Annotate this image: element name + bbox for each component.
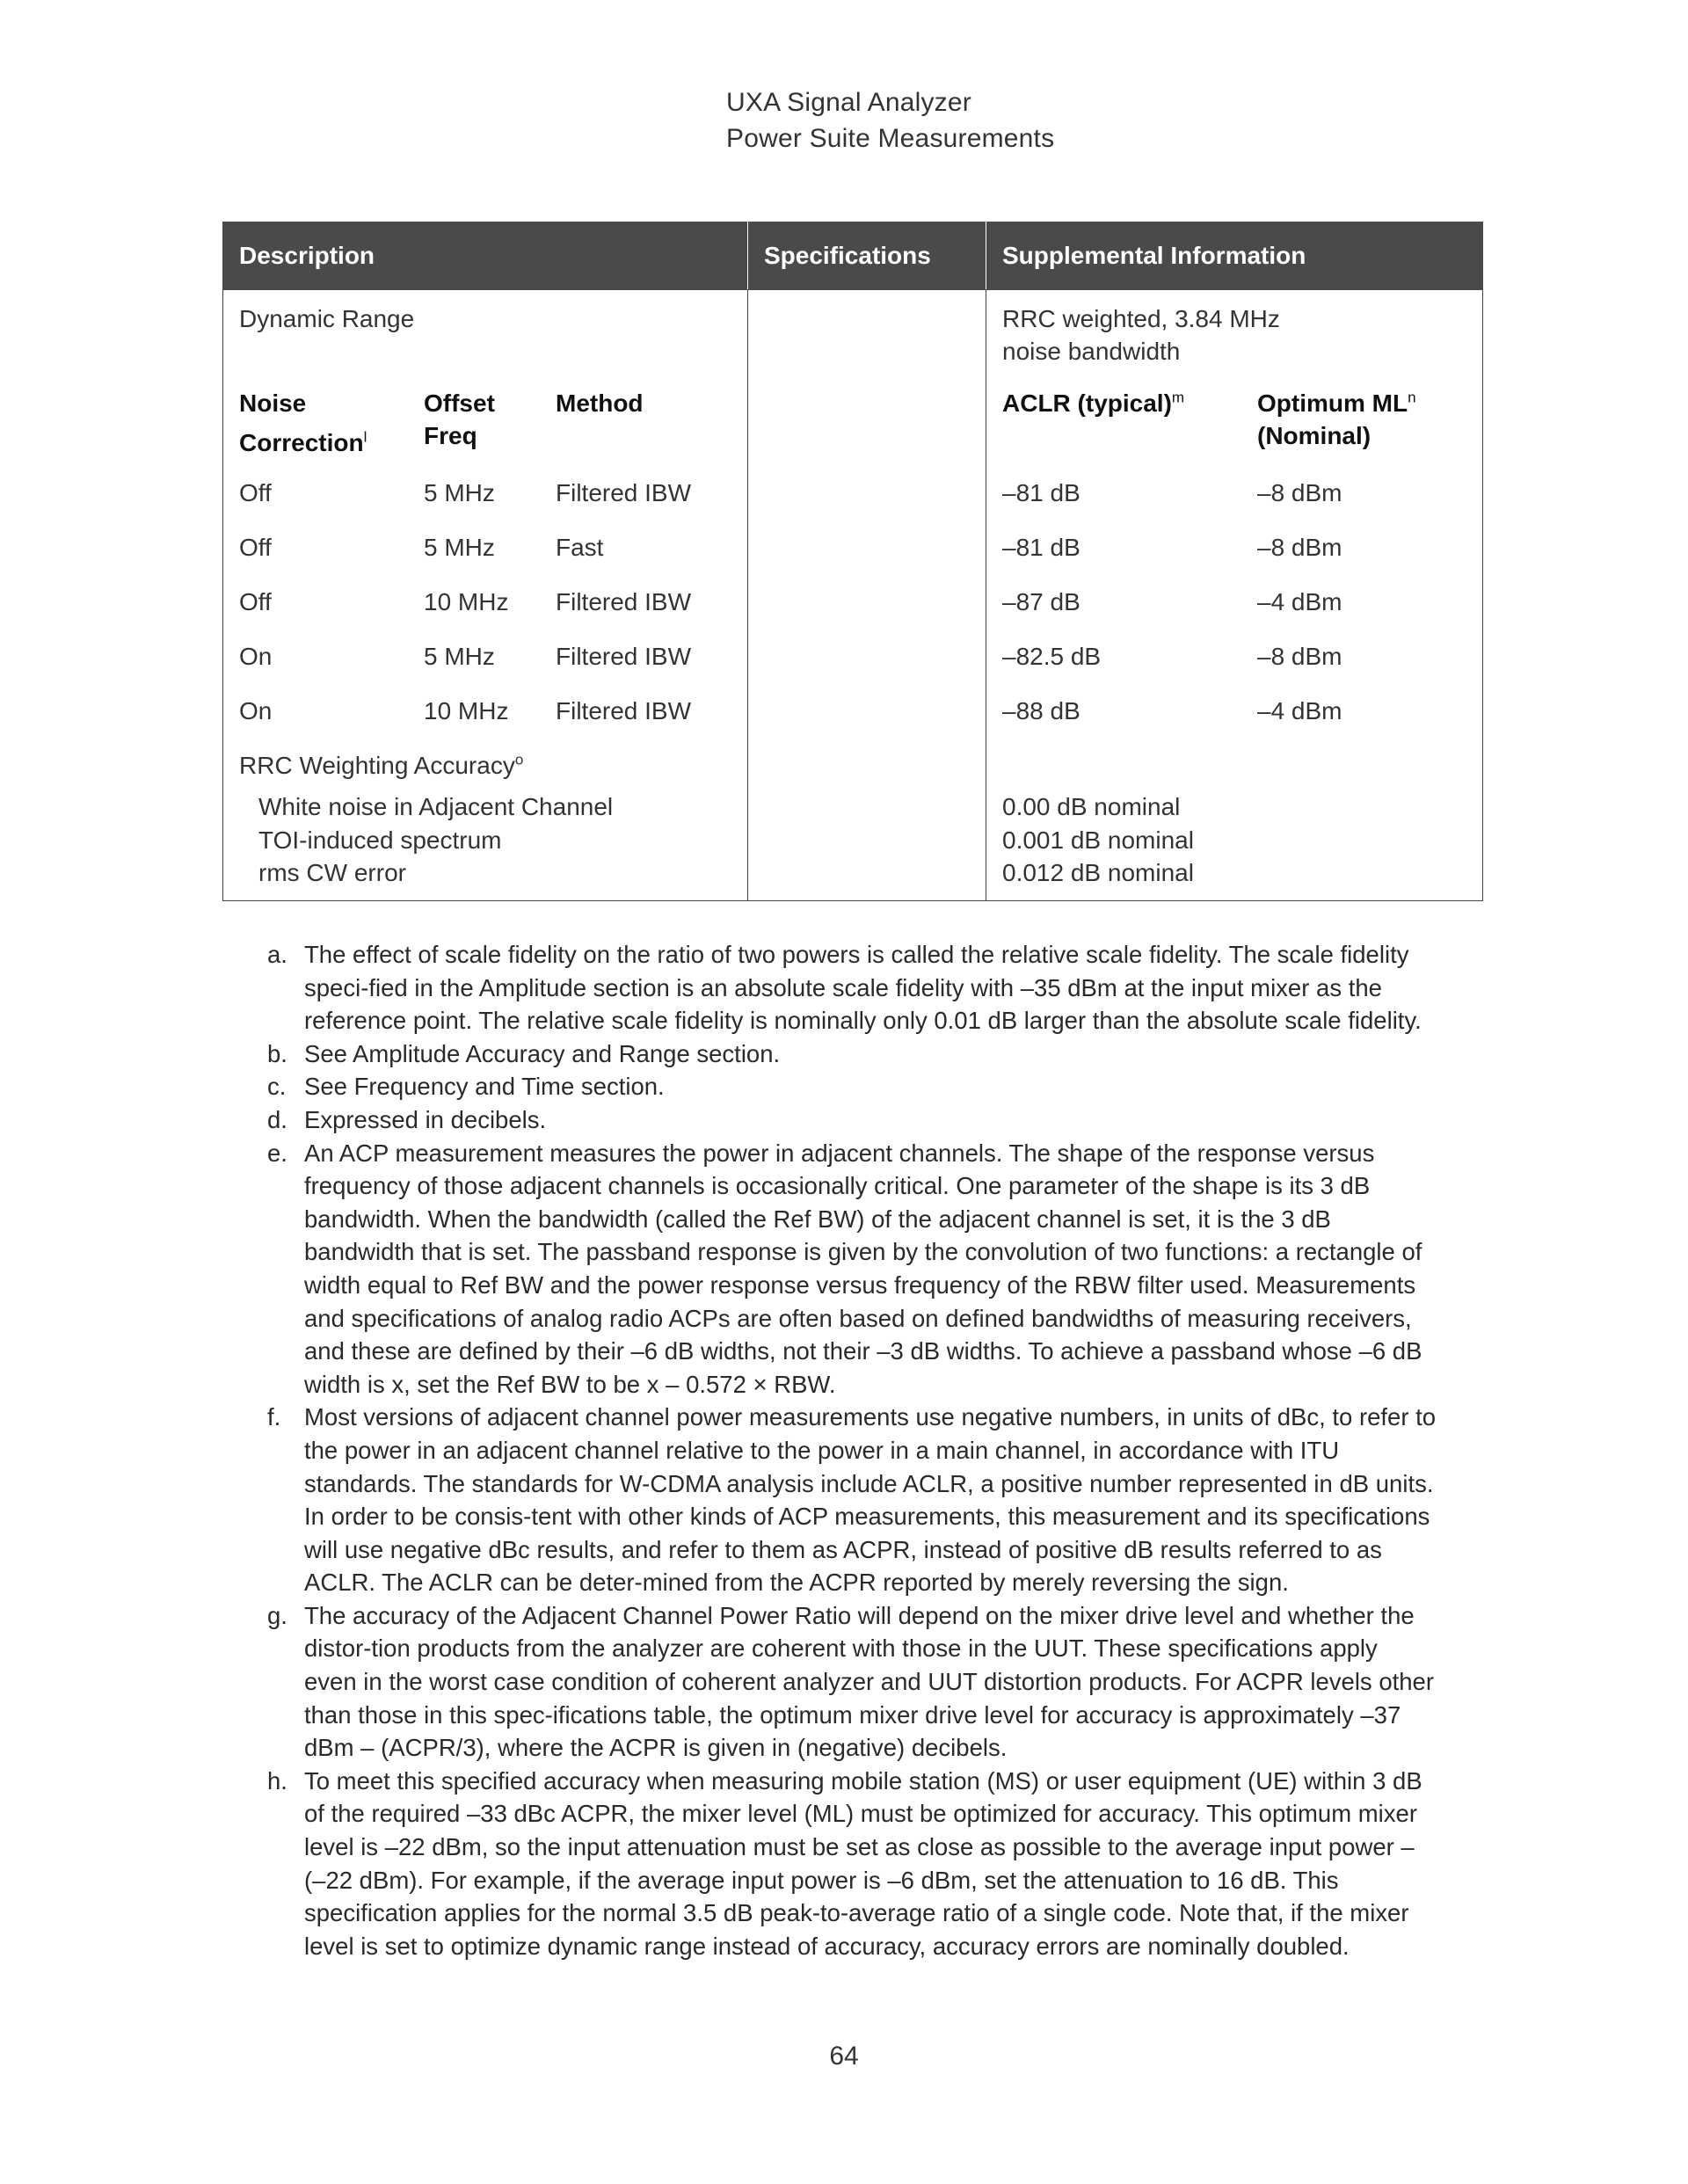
row1-noise-correction: Off <box>239 479 272 506</box>
supplemental-noise-bw: RRC weighted, 3.84 MHz noise bandwidth <box>1002 305 1280 365</box>
supp-row-1 <box>1002 466 1466 521</box>
data-row-3 <box>239 575 731 630</box>
row5-aclr: –88 dB <box>1002 697 1080 724</box>
correction-heading-text: Correction <box>239 429 364 456</box>
page-number: 64 <box>829 2042 859 2071</box>
footnote-label: b. <box>267 1039 287 1067</box>
row3-optimum-ml: –4 dBm <box>1257 588 1342 615</box>
offset-heading-text: Offset <box>424 389 495 417</box>
footnote-text: Most versions of adjacent channel power measurements use negative numbers, in units of dBc, to refer to the power in an adjacent channel relative to the power in a main channel, in accordance with ITU standards. The standards for W-CDMA analysis include ACLR, a positive number represented in dB units. In order to be consis-tent with other kinds of ACP measurements, this measurement and its specifications will use negative dBc results, and refer to them as ACPR, instead of positive dB results referred to as ACLR. The ACLR can be deter-mined from the ACPR reported by merely reversing the sign. <box>304 1403 1437 1597</box>
specifications-cell <box>748 290 986 901</box>
supplemental-cell <box>986 290 1483 901</box>
header-subtitle: Power Suite Measurements <box>726 124 1055 153</box>
row4-aclr: –82.5 dB <box>1002 643 1102 670</box>
footnote-c <box>267 1070 1437 1103</box>
noise-correction-heading <box>239 387 424 459</box>
footnote-d <box>267 1103 1437 1137</box>
footnote-ref-l: l <box>363 428 367 446</box>
spec-table <box>222 222 1483 901</box>
freq-heading-text: Freq <box>424 422 477 449</box>
row4-optimum-ml: –8 dBm <box>1257 643 1342 670</box>
row5-optimum-ml: –4 dBm <box>1257 697 1342 724</box>
footnote-a <box>267 938 1437 1037</box>
data-row-5 <box>239 684 731 739</box>
row4-offset-freq: 5 MHz <box>424 643 495 670</box>
supp-row-4 <box>1002 630 1466 684</box>
footnote-ref-n: n <box>1408 389 1416 406</box>
dynamic-range-label: Dynamic Range <box>239 305 415 332</box>
footnote-e <box>267 1137 1437 1401</box>
col-header-description: Description <box>223 222 748 290</box>
rrc-values <box>1002 790 1466 890</box>
table-header-row <box>223 222 1483 290</box>
rrc-item-rms-cw: rms CW error <box>258 859 406 886</box>
footnote-h <box>267 1765 1437 1963</box>
row5-offset-freq: 10 MHz <box>424 697 509 724</box>
row3-aclr: –87 dB <box>1002 588 1080 615</box>
rrc-item-white-noise: White noise in Adjacent Channel <box>258 793 614 820</box>
supp-row-3 <box>1002 575 1466 630</box>
footnote-label: h. <box>267 1766 287 1795</box>
footnote-ref-o: o <box>514 751 524 768</box>
data-row-2 <box>239 521 731 575</box>
footnote-text: An ACP measurement measures the power in adjacent channels. The shape of the response versus frequency of those adjacent channels is occasionally critical. One parameter of the shape is its 3 dB bandwidth. When the bandwidth (called the Ref BW) of the adjacent channel is set, it is the 3 dB bandwidth that is set. The passband response is given by the convolution of two functions: a rectangle of width equal to Ref BW and the power response versus frequency of the RBW filter used. Measurements and specifications of analog radio ACPs are often based on defined bandwidths of measuring receivers, and these are defined by their –6 dB widths, not their –3 dB widths. To achieve a passband whose –6 dB width is x, set the Ref BW to be x – 0.572 × RBW. <box>304 1139 1422 1398</box>
footnote-b <box>267 1037 1437 1071</box>
description-cell <box>223 290 748 901</box>
footnote-label: c. <box>267 1073 287 1101</box>
row2-aclr: –81 dB <box>1002 534 1080 561</box>
page-header <box>726 84 1054 157</box>
row4-noise-correction: On <box>239 643 273 670</box>
row2-optimum-ml: –8 dBm <box>1257 534 1342 561</box>
row3-offset-freq: 10 MHz <box>424 588 509 615</box>
footnote-label: e. <box>267 1139 287 1167</box>
row1-aclr: –81 dB <box>1002 479 1080 506</box>
row3-method: Filtered IBW <box>556 588 692 615</box>
footnote-label: d. <box>267 1105 287 1133</box>
footnotes-list <box>267 938 1437 1962</box>
footnote-label: f. <box>267 1403 281 1431</box>
header-title: UXA Signal Analyzer <box>726 88 971 117</box>
nominal-heading-text: (Nominal) <box>1257 422 1372 449</box>
row2-noise-correction: Off <box>239 534 272 561</box>
rrc-items <box>239 790 731 890</box>
supp-row-2 <box>1002 521 1466 575</box>
row1-optimum-ml: –8 dBm <box>1257 479 1342 506</box>
row3-noise-correction: Off <box>239 588 272 615</box>
row2-method: Fast <box>556 534 604 561</box>
col-header-specifications: Specifications <box>748 222 986 290</box>
footnote-text: Expressed in decibels. <box>304 1105 547 1133</box>
footnote-text: See Amplitude Accuracy and Range section. <box>304 1039 781 1067</box>
footnote-f <box>267 1401 1437 1599</box>
aclr-heading <box>1002 387 1257 419</box>
method-heading: Method <box>556 389 644 417</box>
row1-method: Filtered IBW <box>556 479 692 506</box>
footnote-text: The effect of scale fidelity on the ratio of two powers is called the relative scale fidelity. The scale fidelity speci-fied in the Amplitude section is an absolute scale fidelity with –35 dBm at the input mixer as the reference point. The relative scale fidelity is nominally only 0.01 dB larger than the absolute scale fidelity. <box>304 941 1422 1035</box>
row1-offset-freq: 5 MHz <box>424 479 495 506</box>
row4-method: Filtered IBW <box>556 643 692 670</box>
optimum-heading-text: Optimum ML <box>1257 389 1408 417</box>
rrc-label-text: RRC Weighting Accuracy <box>239 752 515 779</box>
footnote-g <box>267 1599 1437 1765</box>
footnote-text: See Frequency and Time section. <box>304 1073 665 1101</box>
rrc-value-rms-cw: 0.012 dB nominal <box>1002 859 1194 886</box>
row2-offset-freq: 5 MHz <box>424 534 495 561</box>
optimum-ml-heading <box>1257 387 1416 452</box>
footnote-text: The accuracy of the Adjacent Channel Power Ratio will depend on the mixer drive level and whether the distor-tion products from the analyzer are coherent with those in the UUT. These specifications apply even in the worst case condition of coherent analyzer and UUT distortion products. For ACPR levels other than those in this spec-ifications table, the optimum mixer drive level for accuracy is approximately –37 dBm – (ACPR/3), where the ACPR is given in (negative) decibels. <box>304 1601 1435 1762</box>
data-row-4 <box>239 630 731 684</box>
table-row <box>223 290 1483 901</box>
rrc-value-toi: 0.001 dB nominal <box>1002 826 1194 854</box>
col-header-supplemental: Supplemental Information <box>986 222 1483 290</box>
noise-heading-text: Noise <box>239 389 307 417</box>
footnote-ref-m: m <box>1171 389 1185 406</box>
data-row-1 <box>239 466 731 521</box>
rrc-value-white-noise: 0.00 dB nominal <box>1002 793 1181 820</box>
footnote-label: a. <box>267 941 287 968</box>
rrc-weighting-label <box>239 749 731 782</box>
offset-freq-heading <box>424 387 556 452</box>
aclr-heading-text: ACLR (typical) <box>1002 389 1172 417</box>
row5-noise-correction: On <box>239 697 273 724</box>
row5-method: Filtered IBW <box>556 697 692 724</box>
footnote-label: g. <box>267 1601 287 1629</box>
footnote-text: To meet this specified accuracy when measuring mobile station (MS) or user equipment (UE) within 3 dB of the required –33 dBc ACPR, the mixer level (ML) must be optimized for accuracy. This optimum mixer level is –22 dBm, so the input attenuation must be set as close as possible to the average input power – (–22 dBm). For example, if the average input power is –6 dBm, set the attenuation to 16 dB. This specification applies for the normal 3.5 dB peak-to-average ratio of a single code. Note that, if the mixer level is set to optimize dynamic range instead of accuracy, accuracy errors are nominally doubled. <box>304 1766 1422 1960</box>
supplemental-subheader-row <box>1002 387 1466 452</box>
rrc-item-toi: TOI-induced spectrum <box>258 826 502 854</box>
supp-row-5 <box>1002 684 1466 739</box>
subheader-row <box>239 387 731 459</box>
